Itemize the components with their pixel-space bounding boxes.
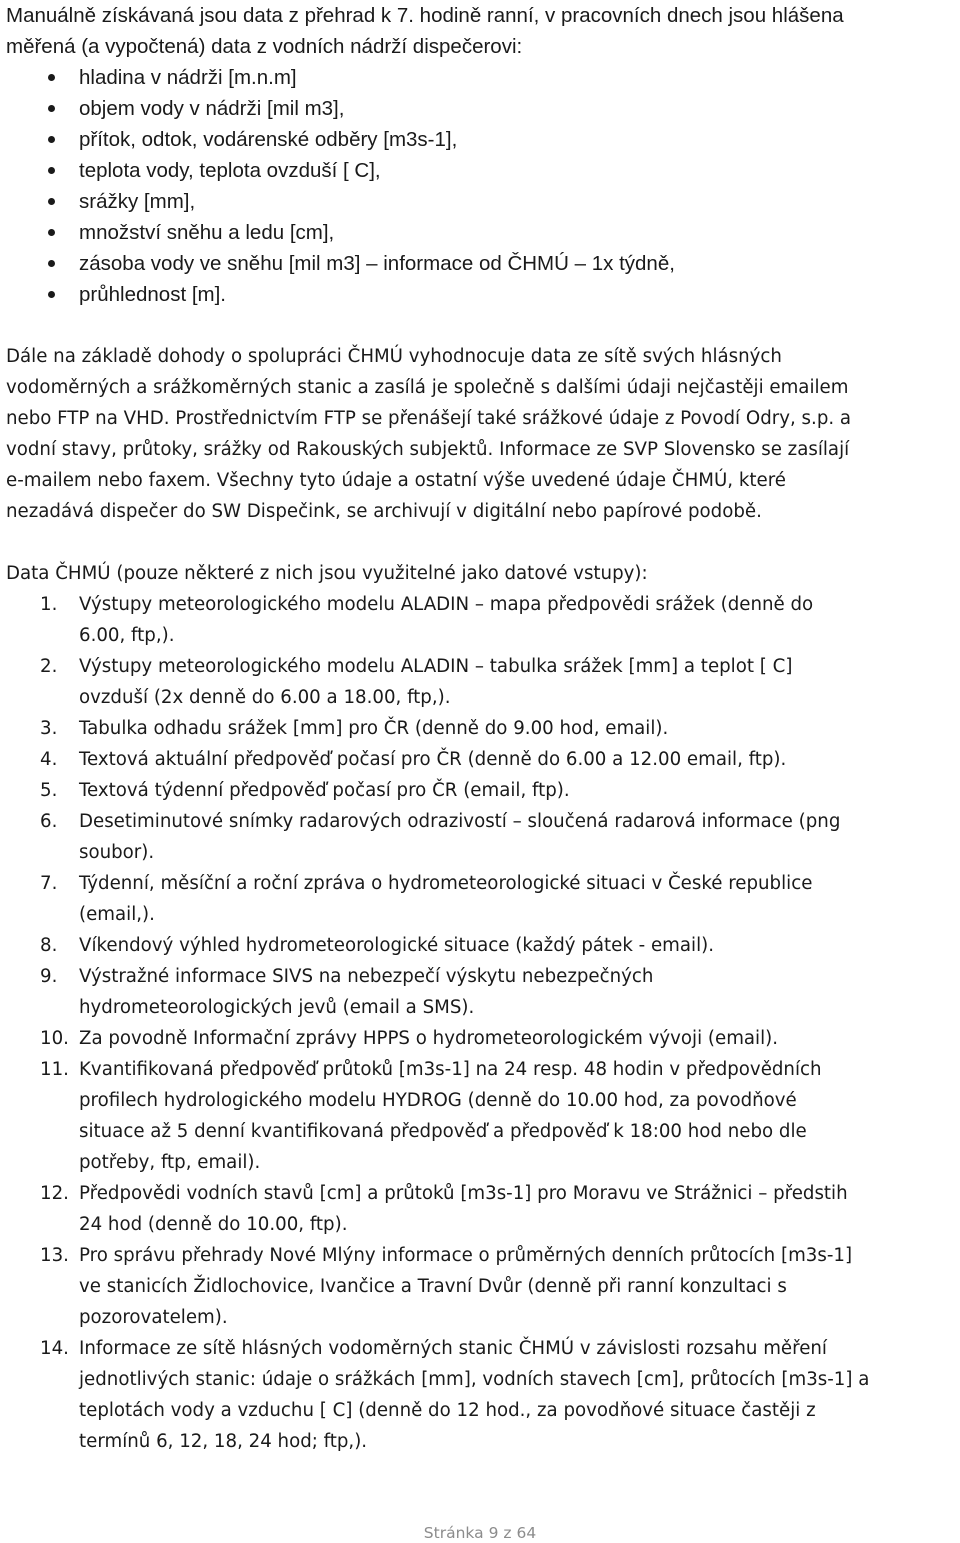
bullet-icon (48, 260, 55, 267)
numbered-item (6, 744, 958, 775)
bullet-icon (48, 198, 55, 205)
item-number: 9. (40, 966, 58, 987)
bullet-item (6, 217, 958, 248)
item-text-line: Výstupy meteorologického modelu ALADIN – tabulka srážek [mm] a teplot [ C] (79, 656, 793, 677)
item-text-line: hydrometeorologických jevů (email a SMS). (79, 997, 475, 1018)
numbered-item (6, 1054, 958, 1178)
item-text-line: Informace ze sítě hlásných vodoměrných stanic ČHMÚ v závislosti rozsahu měření (79, 1338, 827, 1359)
data-heading: Data ČHMÚ (pouze některé z nich jsou využitelné jako datové vstupy): (6, 563, 648, 584)
bullet-item (6, 279, 958, 310)
item-text-line: ve stanicích Židlochovice, Ivančice a Travní Dvůr (denně při ranní konzultaci s (79, 1276, 787, 1297)
bullet-item (6, 248, 958, 279)
intro-line: měřená (a vypočtená) data z vodních nádrží dispečerovi: (6, 35, 523, 58)
item-text-line: Tabulka odhadu srážek [mm] pro ČR (denně do 9.00 hod, email). (79, 718, 669, 739)
item-number: 8. (40, 935, 58, 956)
numbered-item (6, 1178, 958, 1240)
item-number: 10. (40, 1028, 69, 1049)
item-text-line: termínů 6, 12, 18, 24 hod; ftp,). (79, 1431, 368, 1452)
bullet-text: srážky [mm], (79, 190, 196, 213)
bullet-text: hladina v nádrži [m.n.m] (79, 66, 297, 89)
intro-line: Manuálně získávaná jsou data z přehrad k 7. hodině ranní, v pracovních dnech jsou hlášena (6, 4, 844, 27)
bullet-text: průhlednost [m]. (79, 283, 226, 306)
item-number: 13. (40, 1245, 69, 1266)
paragraph-line: nebo FTP na VHD. Prostřednictvím FTP se přenášejí také srážkové údaje z Povodí Odry, s.p. a (6, 408, 852, 429)
bullet-text: přítok, odtok, vodárenské odběry [m3s-1], (79, 128, 458, 151)
numbered-item (6, 651, 958, 713)
bullet-icon (48, 229, 55, 236)
bullet-item (6, 155, 958, 186)
item-text-line: Desetiminutové snímky radarových odrazivostí – sloučená radarová informace (png (79, 811, 841, 832)
bullet-text: zásoba vody ve sněhu [mil m3] – informace od ČHMÚ – 1x týdně, (79, 252, 675, 275)
item-text-line: Týdenní, měsíční a roční zpráva o hydrometeorologické situaci v České republice (79, 873, 813, 894)
item-number: 3. (40, 718, 58, 739)
paragraph-line: vodní stavy, průtoky, srážky od Rakouských subjektů. Informace ze SVP Slovensko se zasílají (6, 439, 850, 460)
item-text-line: teplotách vody a vzduchu [ C] (denně do 12 hod., za povodňové situace častěji z (79, 1400, 816, 1421)
footer-page-number: 9 (488, 1524, 499, 1542)
bullet-icon (48, 291, 55, 298)
item-text-line: Pro správu přehrady Nové Mlýny informace o průměrných denních průtocích [m3s-1] (79, 1245, 853, 1266)
numbered-item (6, 961, 958, 1023)
bullet-item (6, 124, 958, 155)
footer-of: z (503, 1524, 512, 1542)
item-text-line: Víkendový výhled hydrometeorologické situace (každý pátek - email). (79, 935, 715, 956)
document-page (6, 0, 958, 1457)
bullet-icon (48, 167, 55, 174)
numbered-item (6, 1240, 958, 1333)
chmu-data-list (6, 589, 958, 1457)
bullet-item (6, 62, 958, 93)
paragraph-line: Dále na základě dohody o spolupráci ČHMÚ vyhodnocuje data ze sítě svých hlásných (6, 346, 782, 367)
item-number: 12. (40, 1183, 69, 1204)
item-text-line: 6.00, ftp,). (79, 625, 175, 646)
item-text-line: jednotlivých stanic: údaje o srážkách [mm], vodních stavech [cm], průtocích [m3s-1] a (79, 1369, 870, 1390)
measured-data-list (6, 62, 958, 310)
bullet-text: množství sněhu a ledu [cm], (79, 221, 335, 244)
item-text-line: Kvantifikovaná předpověď průtoků [m3s-1] na 24 resp. 48 hodin v předpovědních (79, 1059, 822, 1080)
bullet-item (6, 186, 958, 217)
item-number: 14. (40, 1338, 69, 1359)
numbered-item (6, 713, 958, 744)
numbered-item (6, 589, 958, 651)
item-text-line: soubor). (79, 842, 155, 863)
numbered-item (6, 806, 958, 868)
paragraph-line: vodoměrných a srážkoměrných stanic a zasílá je společně s dalšími údaji nejčastěji emailem (6, 377, 849, 398)
item-number: 1. (40, 594, 58, 615)
item-text-line: potřeby, ftp, email). (79, 1152, 261, 1173)
item-text-line: situace až 5 denní kvantifikovaná předpověď a předpověď k 18:00 hod nebo dle (79, 1121, 807, 1142)
item-text-line: (email,). (79, 904, 155, 925)
bullet-text: teplota vody, teplota ovzduší [ C], (79, 159, 381, 182)
intro-paragraph (6, 0, 958, 62)
numbered-item (6, 1023, 958, 1054)
item-number: 7. (40, 873, 58, 894)
numbered-item (6, 930, 958, 961)
item-text-line: profilech hydrologického modelu HYDROG (denně do 10.00 hod, za povodňové (79, 1090, 797, 1111)
bullet-icon (48, 136, 55, 143)
cooperation-paragraph (6, 341, 958, 527)
item-number: 2. (40, 656, 58, 677)
numbered-item (6, 868, 958, 930)
item-number: 4. (40, 749, 58, 770)
item-number: 6. (40, 811, 58, 832)
item-text-line: Za povodně Informační zprávy HPPS o hydrometeorologickém vývoji (email). (79, 1028, 779, 1049)
page-footer (0, 1524, 960, 1542)
bullet-text: objem vody v nádrži [mil m3], (79, 97, 345, 120)
bullet-icon (48, 74, 55, 81)
bullet-item (6, 93, 958, 124)
item-text-line: Textová aktuální předpověď počasí pro ČR (denně do 6.00 a 12.00 email, ftp). (79, 749, 787, 770)
numbered-item (6, 1333, 958, 1457)
paragraph-line: e-mailem nebo faxem. Všechny tyto údaje a ostatní výše uvedené údaje ČHMÚ, které (6, 470, 786, 491)
item-number: 11. (40, 1059, 69, 1080)
footer-prefix: Stránka (423, 1524, 484, 1542)
footer-total-pages: 64 (516, 1524, 537, 1542)
item-text-line: pozorovatelem). (79, 1307, 228, 1328)
numbered-item (6, 775, 958, 806)
item-text-line: Předpovědi vodních stavů [cm] a průtoků [m3s-1] pro Moravu ve Strážnici – předstih (79, 1183, 848, 1204)
bullet-icon (48, 105, 55, 112)
item-text-line: Textová týdenní předpověď počasí pro ČR (email, ftp). (79, 780, 570, 801)
paragraph-line: nezadává dispečer do SW Dispečink, se archivují v digitální nebo papírové podobě. (6, 501, 762, 522)
item-text-line: ovzduší (2x denně do 6.00 a 18.00, ftp,). (79, 687, 451, 708)
item-text-line: 24 hod (denně do 10.00, ftp). (79, 1214, 348, 1235)
item-number: 5. (40, 780, 58, 801)
item-text-line: Výstražné informace SIVS na nebezpečí výskytu nebezpečných (79, 966, 654, 987)
item-text-line: Výstupy meteorologického modelu ALADIN – mapa předpovědi srážek (denně do (79, 594, 814, 615)
